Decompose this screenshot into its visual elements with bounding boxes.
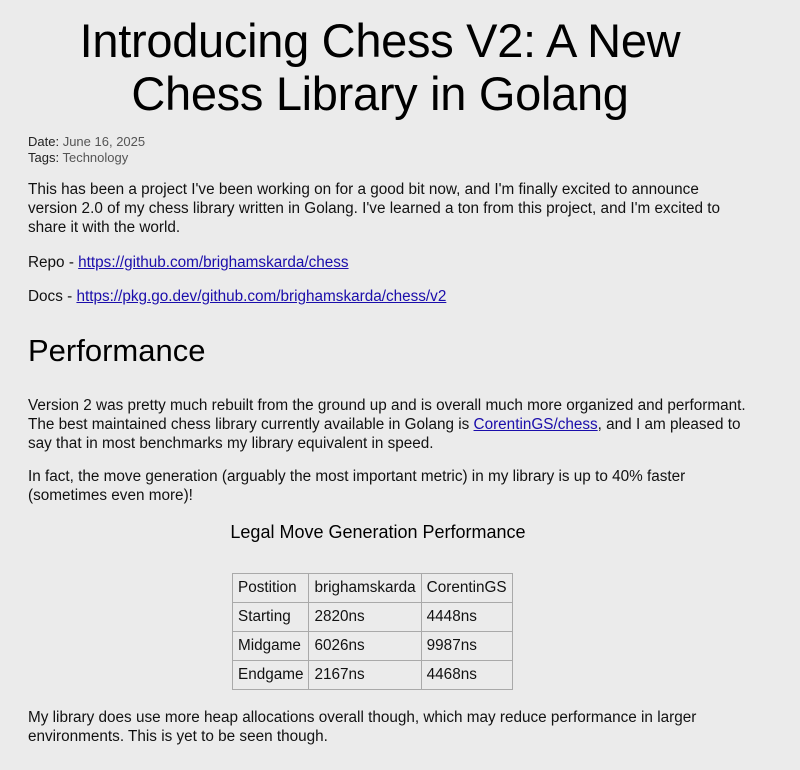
docs-label: Docs - xyxy=(28,288,77,305)
page-title: Introducing Chess V2: A New Chess Library in Golang xyxy=(79,14,681,120)
section-heading-performance: Performance xyxy=(28,333,206,368)
performance-text-after: , and I am pleased to say that in most benchmarks my library equivalent in speed. xyxy=(28,416,741,452)
table-row xyxy=(233,603,513,632)
table-row xyxy=(233,661,513,690)
table-cell: Midgame xyxy=(233,632,309,661)
date-line xyxy=(28,134,145,150)
repo-label: Repo - xyxy=(28,254,79,271)
header-cell: Postition xyxy=(233,574,309,603)
tags-value: Technology xyxy=(62,150,129,165)
move-generation-paragraph: In fact, the move generation (arguably the most important metric) in my library is up to 40% faster (sometimes even more)! xyxy=(28,468,686,504)
repo-line xyxy=(28,253,748,272)
table-cell: 9987ns xyxy=(421,632,512,661)
post-meta xyxy=(28,134,145,166)
table-cell: 4468ns xyxy=(421,661,512,690)
docs-link[interactable]: https://pkg.go.dev/github.com/brighamskarda/chess/v2 xyxy=(76,288,447,305)
table-row xyxy=(233,632,513,661)
performance-paragraph xyxy=(28,396,748,453)
date-value: June 16, 2025 xyxy=(62,134,146,149)
intro-paragraph: This has been a project I've been working on for a good bit now, and I'm finally excited to announce version 2.0 of my chess library written in Golang. I've learned a ton from this project, and I'm excited to share it with the world. xyxy=(28,181,720,236)
table-cell: Endgame xyxy=(233,661,309,690)
repo-link[interactable]: https://github.com/brighamskarda/chess xyxy=(78,254,349,271)
table-header-row xyxy=(233,574,513,603)
table-cell: Starting xyxy=(233,603,309,632)
performance-text-before: Version 2 was pretty much rebuilt from the ground up and is overall much more organized and performant. The best maintained chess library currently available in Golang is xyxy=(28,397,746,433)
header-cell: brighamskarda xyxy=(309,574,421,603)
header-cell: CorentinGS xyxy=(421,574,512,603)
table-caption: Legal Move Generation Performance xyxy=(230,522,526,542)
docs-line xyxy=(28,287,748,306)
tags-label: Tags: xyxy=(28,150,60,165)
table-cell: 4448ns xyxy=(421,603,512,632)
table-cell: 6026ns xyxy=(309,632,421,661)
performance-table xyxy=(232,573,513,690)
closing-paragraph: My library does use more heap allocations overall though, which may reduce performance in larger environments. This is yet to be seen though. xyxy=(28,709,697,745)
table-cell: 2167ns xyxy=(309,661,421,690)
date-label: Date: xyxy=(28,134,60,149)
corentings-chess-link[interactable]: CorentinGS/chess xyxy=(473,416,598,433)
table-cell: 2820ns xyxy=(309,603,421,632)
tags-line xyxy=(28,150,145,166)
